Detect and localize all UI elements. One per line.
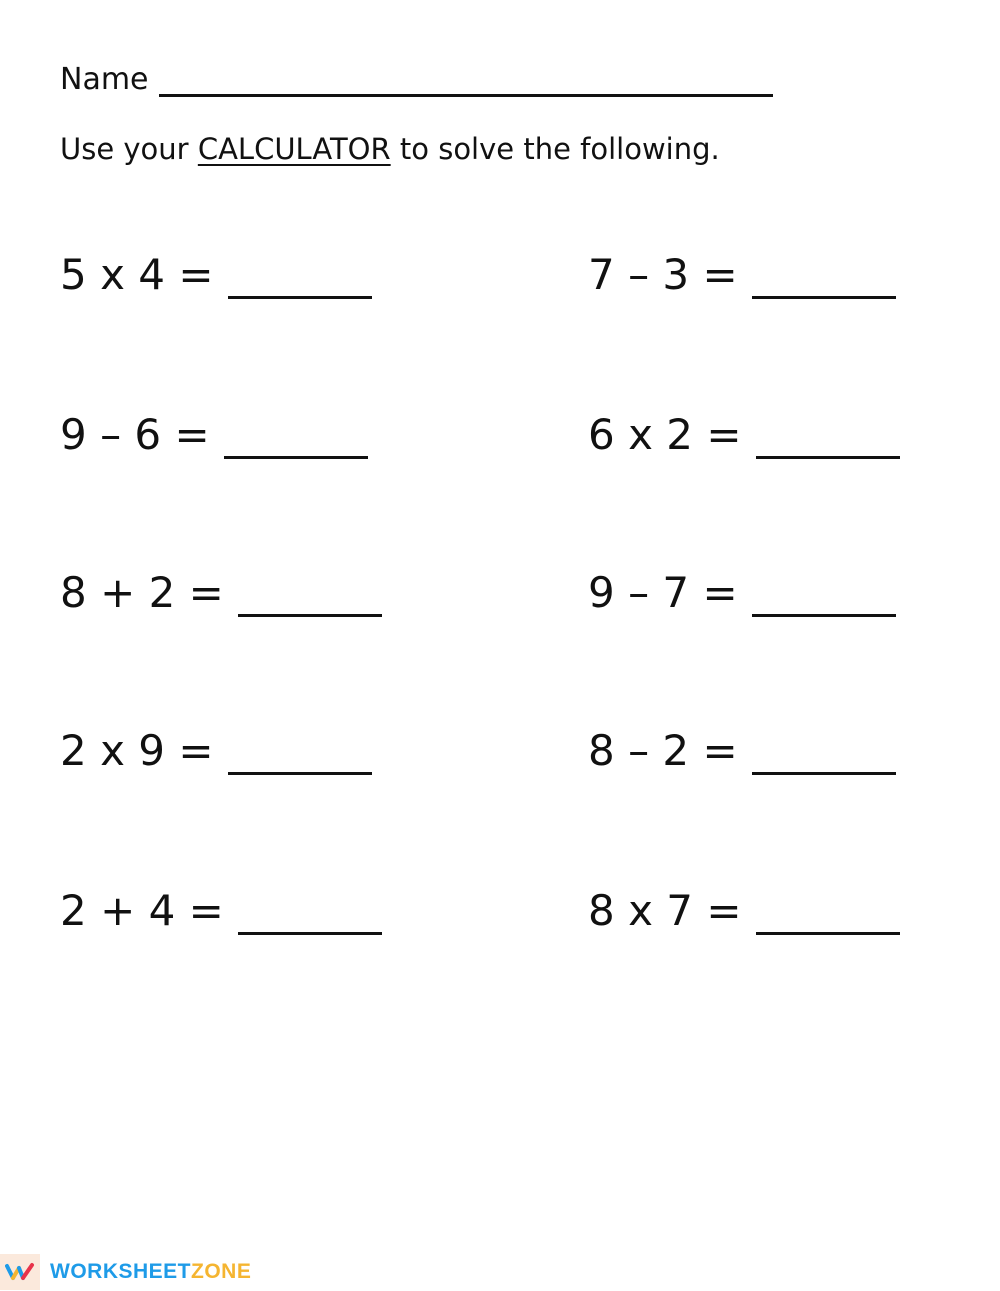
name-label: Name — [60, 62, 149, 97]
problem-3: 9 – 6 = — [60, 410, 368, 459]
problem-2: 7 – 3 = — [588, 250, 896, 299]
instructions: Use your CALCULATOR to solve the following. — [60, 132, 720, 166]
answer-blank[interactable] — [238, 574, 382, 617]
answer-blank[interactable] — [228, 256, 372, 299]
name-row — [60, 62, 773, 97]
problem-7: 2 x 9 = — [60, 726, 372, 775]
problem-9: 2 + 4 = — [60, 886, 382, 935]
problem-10: 8 x 7 = — [588, 886, 900, 935]
name-answer-line[interactable] — [159, 64, 773, 97]
worksheetzone-logo-icon — [0, 1254, 40, 1290]
problem-8: 8 – 2 = — [588, 726, 896, 775]
answer-blank[interactable] — [756, 892, 900, 935]
footer-brand — [0, 1254, 251, 1290]
answer-blank[interactable] — [752, 574, 896, 617]
brand-name: WORKSHEETZONE — [50, 1260, 252, 1283]
problem-1: 5 x 4 = — [60, 250, 372, 299]
problem-6: 9 – 7 = — [588, 568, 896, 617]
problem-5: 8 + 2 = — [60, 568, 382, 617]
calculator-emphasis: CALCULATOR — [197, 132, 391, 166]
answer-blank[interactable] — [238, 892, 382, 935]
problem-4: 6 x 2 = — [588, 410, 900, 459]
answer-blank[interactable] — [224, 416, 368, 459]
answer-blank[interactable] — [752, 256, 896, 299]
answer-blank[interactable] — [228, 732, 372, 775]
answer-blank[interactable] — [756, 416, 900, 459]
answer-blank[interactable] — [752, 732, 896, 775]
